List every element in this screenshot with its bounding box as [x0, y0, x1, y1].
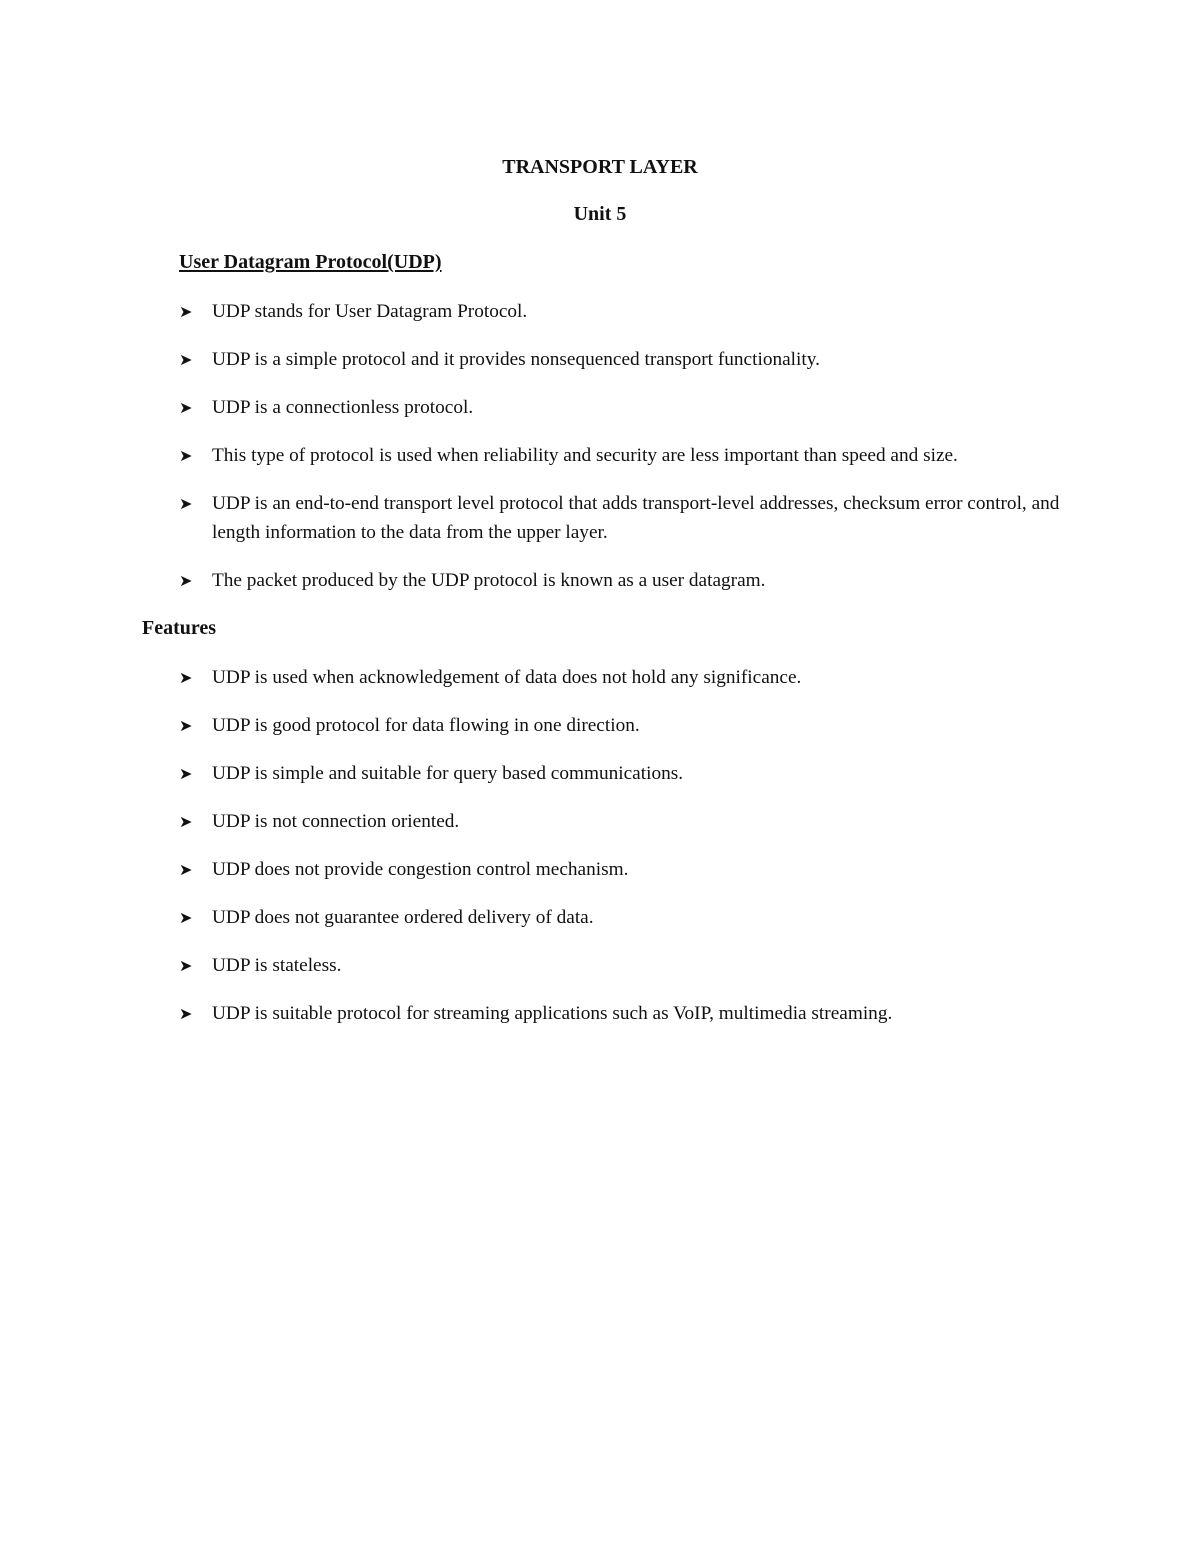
list-item-text: UDP is a simple protocol and it provides nonsequenced transport functionality.	[212, 349, 820, 370]
arrowhead-bullet-icon: ➤	[179, 716, 193, 735]
list-item-text: UDP is suitable protocol for streaming applications such as VoIP, multimedia streaming.	[212, 1003, 893, 1024]
list-item	[179, 298, 1079, 327]
udp-bullet-list	[179, 298, 1079, 615]
arrowhead-bullet-icon: ➤	[179, 570, 193, 590]
list-item	[179, 712, 1079, 741]
arrowhead-bullet-icon: ➤	[179, 860, 193, 879]
list-item-text: UDP is an end-to-end transport level protocol that adds transport-level addresses, checksum error control, and length information to the data from the upper layer.	[212, 493, 1060, 543]
list-item	[179, 952, 1079, 981]
list-item	[179, 442, 1079, 471]
list-item	[179, 1000, 1079, 1029]
list-item	[179, 904, 1079, 933]
arrowhead-bullet-icon: ➤	[179, 1004, 193, 1023]
list-item	[179, 394, 1079, 423]
list-item-text: UDP is good protocol for data flowing in one direction.	[212, 715, 640, 736]
arrowhead-bullet-icon: ➤	[179, 494, 193, 513]
list-item-text: UDP does not guarantee ordered delivery of data.	[212, 907, 594, 928]
list-item	[179, 346, 1079, 375]
list-item-text: UDP is a connectionless protocol.	[212, 397, 474, 418]
arrowhead-bullet-icon: ➤	[179, 446, 193, 465]
arrowhead-bullet-icon: ➤	[179, 398, 193, 417]
arrowhead-bullet-icon: ➤	[179, 764, 193, 783]
arrowhead-bullet-icon: ➤	[179, 302, 193, 321]
list-item-text: UDP stands for User Datagram Protocol.	[212, 301, 528, 322]
list-item-text: UDP is stateless.	[212, 955, 342, 976]
arrowhead-bullet-icon: ➤	[179, 350, 193, 369]
list-item-text: UDP does not provide congestion control mechanism.	[212, 859, 629, 880]
features-bullet-list	[179, 664, 1079, 1048]
list-item-text: UDP is not connection oriented.	[212, 811, 460, 832]
list-item-text: The packet produced by the UDP protocol is known as a user datagram.	[212, 569, 766, 591]
list-item	[179, 808, 1079, 837]
arrowhead-bullet-icon: ➤	[179, 956, 193, 975]
features-section-heading: Features	[142, 617, 217, 639]
list-item-text: UDP is used when acknowledgement of data does not hold any significance.	[212, 667, 802, 688]
list-item	[179, 760, 1079, 789]
arrowhead-bullet-icon: ➤	[179, 668, 193, 687]
arrowhead-bullet-icon: ➤	[179, 908, 193, 927]
list-item-text: This type of protocol is used when reliability and security are less important than speed and size.	[212, 445, 958, 466]
list-item	[179, 856, 1079, 885]
arrowhead-bullet-icon: ➤	[179, 812, 193, 831]
document-title: TRANSPORT LAYER	[502, 156, 698, 178]
list-item	[179, 567, 1079, 596]
list-item	[179, 664, 1079, 693]
unit-title: Unit 5	[573, 203, 627, 225]
list-item-text: UDP is simple and suitable for query based communications.	[212, 763, 684, 784]
udp-section-heading: User Datagram Protocol(UDP)	[179, 251, 442, 273]
list-item	[179, 490, 1079, 547]
